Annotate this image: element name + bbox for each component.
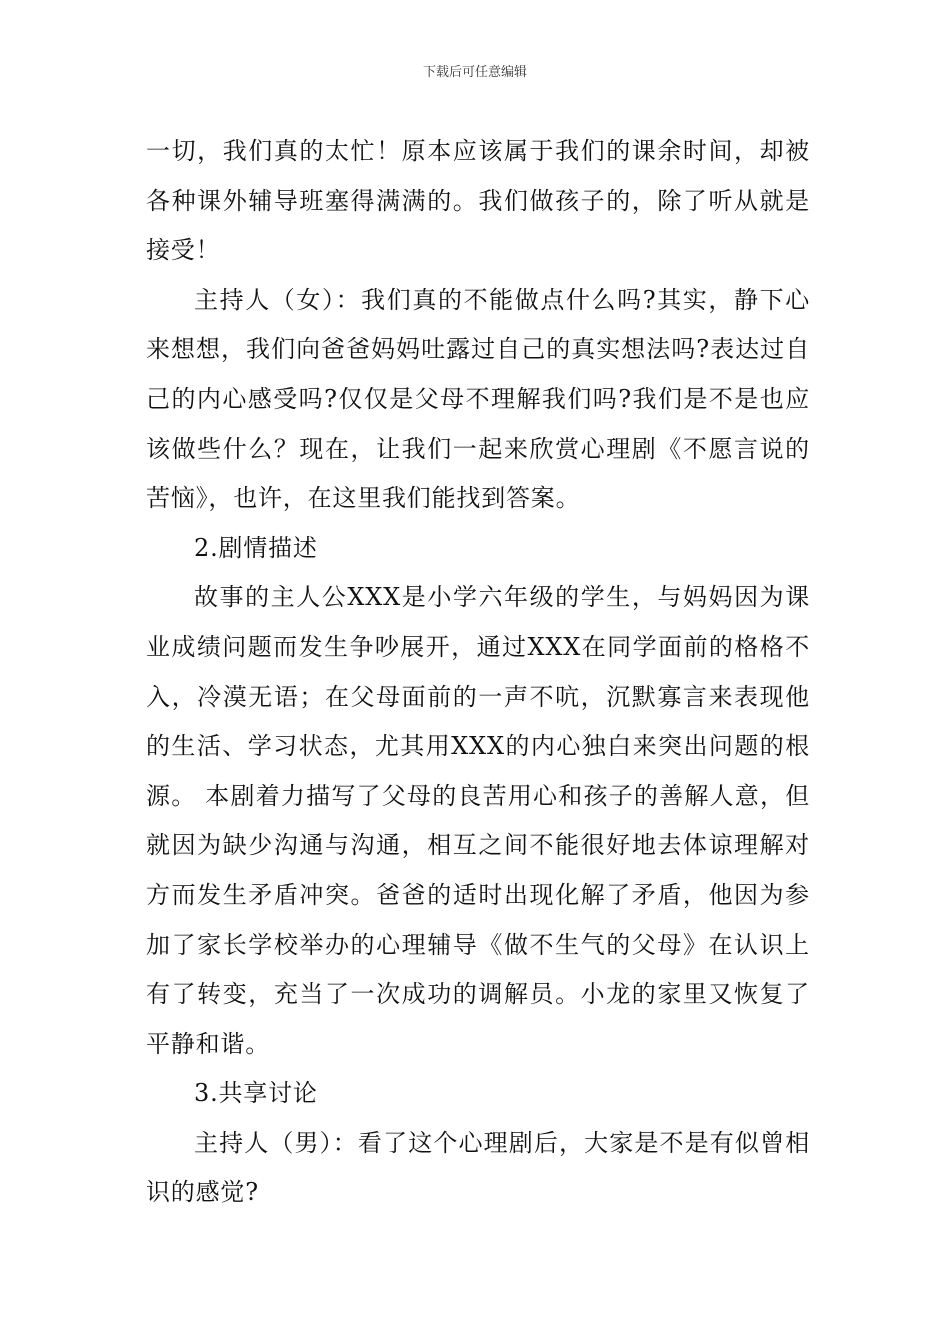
section-heading-plot: 2.剧情描述 [194,533,318,562]
paragraph-host-male: 主持人（男）：看了这个心理剧后，大家是不是有似曾相识的感觉? [146,1128,810,1207]
paragraph-host-female: 主持人（女）：我们真的不能做点什么吗?其实，静下心来想想，我们向爸爸妈妈吐露过自己的真实想法吗?表达过自己的内心感受吗?仅仅是父母不理解我们吗?我们是不是也应该做些什么？现在，让我们一起来欣赏心理剧《不愿言说的苦恼》，也许，在这里我们能找到答案。 [146,285,810,513]
page-header: 下载后可任意编辑 [422,65,527,80]
paragraph-plot-description: 故事的主人公XXX是小学六年级的学生，与妈妈因为课业成绩问题而发生争吵展开，通过XXX在同学面前的格格不入，冷漠无语；在父母面前的一声不吭，沉默寡言来表现他的生活、学习状态，尤其用XXX的内心独白来突出问题的根源。 本剧着力描写了父母的良苦用心和孩子的善解人意，但就因为缺少沟通与沟通，相互之间不能很好地去体谅理解对方而发生矛盾冲突。爸爸的适时出现化解了矛盾，他因为参加了家长学校举办的心理辅导《做不生气的父母》在认识上有了转变，充当了一次成功的调解员。小龙的家里又恢复了平静和谐。 [146,583,810,1058]
section-heading-discussion: 3.共享讨论 [194,1079,318,1108]
paragraph-intro-continuation: 一切，我们真的太忙！原本应该属于我们的课余时间，却被各种课外辅导班塞得满满的。我们做孩子的，除了听从就是接受！ [146,137,810,265]
document-body [146,127,810,1218]
